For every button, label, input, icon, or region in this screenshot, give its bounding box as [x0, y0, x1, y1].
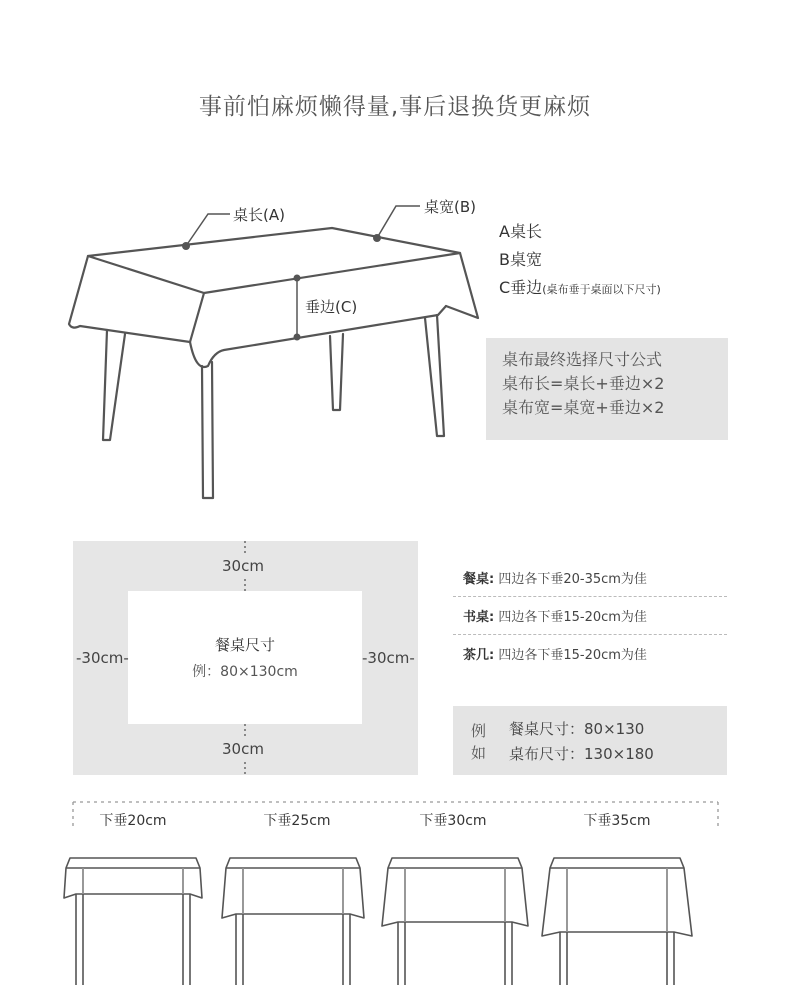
drop-label: 垂边(C): [305, 298, 358, 316]
rule-coffee-table: [463, 644, 647, 663]
rule-dining-name: 餐桌:: [463, 572, 495, 587]
length-label: 桌长(A): [233, 206, 285, 224]
rule-coffee-text: 四边各下垂15-20cm为佳: [498, 648, 647, 663]
example-box: [453, 706, 727, 775]
formula-length: 桌布长=桌长+垂边×2: [502, 374, 665, 393]
drop-label-20: 下垂20cm: [99, 813, 167, 829]
rule-divider-2: [453, 634, 727, 635]
margin-bottom: 30cm: [222, 740, 264, 758]
legend-b: B桌宽: [499, 250, 542, 269]
drop-label-25: 下垂25cm: [263, 813, 331, 829]
example-line-1: 餐桌尺寸：80×130: [509, 720, 645, 738]
formula-width: 桌布宽=桌宽+垂边×2: [502, 398, 665, 417]
rule-dining-text: 四边各下垂20-35cm为佳: [498, 572, 647, 587]
table-size-example: 例：80×130cm: [192, 664, 298, 680]
margin-right: -30cm-: [362, 649, 415, 667]
drop-label-35: 下垂35cm: [583, 813, 651, 829]
margin-left: -30cm-: [76, 649, 129, 667]
legend-c-note: (桌布垂于桌面以下尺寸): [542, 283, 661, 296]
table-size-title: 餐桌尺寸: [214, 636, 275, 654]
formula-heading: 桌布最终选择尺寸公式: [502, 350, 663, 369]
legend-a: A桌长: [499, 222, 542, 241]
rule-coffee-name: 茶几:: [463, 648, 495, 663]
margin-top: 30cm: [222, 557, 264, 575]
rule-desk-name: 书桌:: [463, 610, 495, 625]
rule-desk-text: 四边各下垂15-20cm为佳: [498, 610, 647, 625]
page-title: 事前怕麻烦懒得量,事后退换货更麻烦: [198, 94, 592, 120]
example-label-1: 例: [471, 722, 487, 740]
rule-desk: [463, 606, 647, 625]
example-line-2: 桌布尺寸：130×180: [509, 745, 654, 763]
rule-dining-table: [463, 568, 647, 587]
width-label: 桌宽(B): [424, 198, 476, 216]
drop-label-30: 下垂30cm: [419, 813, 487, 829]
rule-divider-1: [453, 596, 727, 597]
legend-c-main: C垂边: [499, 278, 543, 297]
example-label-2: 如: [471, 744, 487, 762]
